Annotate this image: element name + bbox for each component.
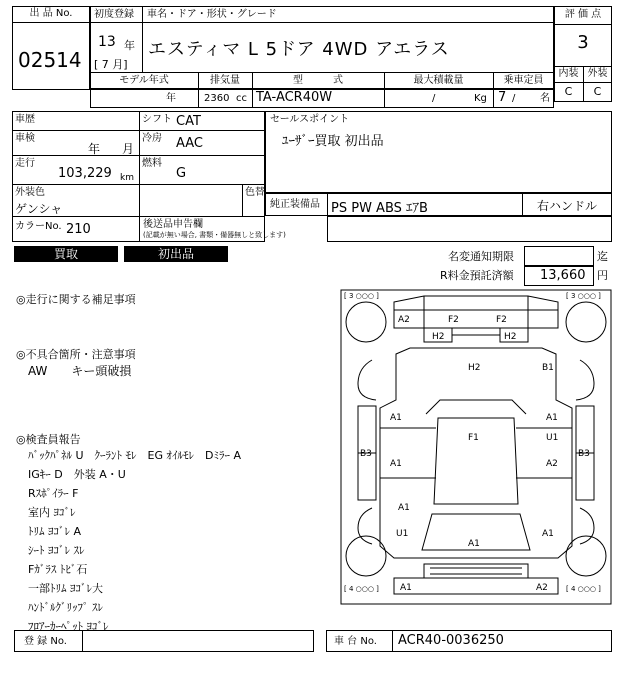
arch-front-right: [580, 508, 594, 544]
displacement-unit: cc: [236, 93, 247, 104]
tag-first-listing: 初出品: [124, 246, 228, 262]
shipping-note: (記載が無い場合, 書類・備器無しと致します): [143, 231, 286, 239]
shipping-box: [327, 216, 612, 242]
mark-u1-left: U1: [396, 529, 409, 539]
report-line: Rｽﾎﾟｲﾗｰ F: [28, 487, 79, 500]
mileage-label: 走行: [15, 158, 35, 169]
name-change-unit: 迄: [597, 250, 608, 263]
equipment-value: PS PW ABS ｴｱB: [331, 201, 428, 216]
arch-front-left: [358, 508, 372, 544]
report-line: ｼｰﾄ ﾖｺﾞﾚ ｽﾚ: [28, 544, 85, 557]
report-line: ﾊﾝﾄﾞﾙｸﾞﾘｯﾌﾟ ｽﾚ: [28, 601, 103, 614]
fuel-label: 燃料: [142, 158, 162, 169]
report-line: ﾌﾛｱｰｶｰﾍﾟｯﾄ ﾖｺﾞﾚ: [28, 620, 109, 633]
chassis-value: ACR40-0036250: [398, 633, 504, 648]
defects-heading: ◎不具合箇所・注意事項: [16, 348, 136, 361]
tag-buyback: 買取: [14, 246, 118, 262]
mark-b3-left: B3: [360, 449, 372, 459]
mark-u1-right: U1: [546, 433, 559, 443]
capacity-value: 7: [498, 90, 507, 105]
score-value: 3: [577, 32, 589, 53]
load-slash: /: [432, 93, 436, 104]
report-line: 室内 ﾖｺﾞﾚ: [28, 506, 76, 519]
corner-label-bl: [ 4 ○○○ ]: [344, 585, 379, 593]
mark-rear-f2-a: F2: [448, 315, 459, 325]
body-outline: [380, 348, 572, 558]
corner-label-tl: [ 3 ○○○ ]: [344, 292, 379, 300]
mark-roof-h2: H2: [468, 363, 481, 373]
wheel-rear-left: [346, 302, 386, 342]
load-unit: Kg: [474, 93, 487, 104]
corner-label-br: [ 4 ○○○ ]: [566, 585, 601, 593]
inspector-heading: ◎検査員報告: [16, 433, 81, 446]
shift-label: シフト: [142, 114, 172, 125]
wheel-rear-right: [566, 302, 606, 342]
chassis-label: 車 台 No.: [334, 636, 377, 647]
mark-h2-left: H2: [432, 332, 445, 342]
front-grille: [424, 564, 528, 578]
mark-a1-center: A1: [468, 539, 480, 549]
reg-year-unit: 年: [124, 39, 135, 52]
name-change-label: 名変通知期限: [448, 250, 514, 263]
interior-grade: C: [564, 85, 573, 98]
displacement-label: 排気量: [210, 75, 240, 86]
type-value: TA-ACR40W: [256, 90, 333, 105]
mark-front-a1: A1: [400, 583, 412, 593]
history-label: 車歴: [15, 114, 35, 125]
name-change-box: [524, 246, 594, 266]
equipment-label: 純正装備品: [270, 199, 320, 210]
capacity-slash: /: [512, 93, 516, 104]
mark-rear-f2-b: F2: [496, 315, 507, 325]
report-line: ﾄﾘﾑ ﾖｺﾞﾚ A: [28, 525, 82, 538]
color-no-label: カラーNo.: [15, 221, 62, 232]
color-value: ゲンシャ: [15, 202, 63, 216]
score-label: 評 価 点: [564, 9, 602, 20]
model-year-unit: 年: [166, 93, 176, 104]
defect-line: AW キー頭破損: [28, 364, 132, 378]
sales-label: セールスポイント: [270, 114, 350, 125]
ac-label: 冷房: [142, 133, 162, 144]
rear-bumper: [394, 296, 558, 328]
report-line: IGｷｰ D 外装 A・U: [28, 468, 126, 481]
lot-number: 02514: [18, 48, 82, 72]
capacity-label: 乗車定員: [503, 75, 544, 86]
corner-label-tr: [ 3 ○○○ ]: [566, 292, 601, 300]
shift-value: CAT: [176, 114, 201, 129]
mark-a1-ml: A1: [390, 459, 402, 469]
recolor-label: 色替: [245, 187, 265, 198]
inspection-year: 年: [88, 142, 101, 156]
front-bumper: [394, 578, 558, 594]
load-label: 最大積載量: [413, 75, 464, 86]
lot-label: 出 品 No.: [29, 8, 73, 19]
report-line: ﾊﾞｯｸﾊﾟﾈﾙ U ｸｰﾗﾝﾄ ﾓﾚ EG ｵｲﾙﾓﾚ Dﾐﾗｰ A: [28, 449, 242, 462]
roof-line: [426, 400, 526, 414]
ac-value: AAC: [176, 136, 203, 151]
name-label: 車名・ドア・形状・グレード: [147, 9, 277, 20]
displacement-value: 2360: [204, 93, 230, 104]
arch-rear-left: [358, 360, 376, 400]
mark-front-a2: A2: [536, 583, 548, 593]
reg-month: [ 7 月]: [94, 58, 128, 71]
mark-a1-lr: A1: [542, 529, 554, 539]
mark-b1: B1: [542, 363, 554, 373]
mark-a2-mr: A2: [546, 459, 558, 469]
exterior-grade: C: [593, 85, 602, 98]
shipping-label: 後送品申告欄: [143, 219, 203, 230]
mileage-value: 103,229: [58, 166, 112, 181]
report-line: Fｶﾞﾗｽ ﾄﾋﾞ石: [28, 563, 88, 576]
handle-value: 右ハンドル: [536, 199, 597, 213]
report-line: 一部ﾄﾘﾑ ﾖｺﾞﾚ大: [28, 582, 103, 595]
windshield-roof: [434, 418, 518, 504]
interior-label: 内装: [558, 68, 579, 79]
capacity-unit: 名: [540, 93, 550, 104]
color-label: 外装色: [15, 187, 45, 198]
mileage-unit: km: [120, 173, 134, 183]
damage-diagram: [340, 288, 612, 606]
mark-a1-ur: A1: [546, 413, 558, 423]
driving-heading: ◎走行に関する補足事項: [16, 293, 136, 306]
mark-a1-ul: A1: [390, 413, 402, 423]
car-name: エスティマ L 5ドア 4WD アエラス: [148, 39, 450, 60]
mark-rear-a2: A2: [398, 315, 410, 325]
inspection-month: 月: [122, 142, 135, 156]
mark-b3-right: B3: [578, 449, 590, 459]
reg-year: 13: [98, 34, 116, 50]
recycle-label: R料金預託済額: [440, 269, 514, 282]
exterior-label: 外装: [587, 68, 608, 79]
reg-label: 初度登録: [94, 9, 134, 20]
fuel-value: G: [176, 166, 187, 181]
recycle-value: 13,660: [540, 268, 586, 283]
model-year-label: モデル年式: [119, 75, 169, 86]
sales-text: ﾕｰｻﾞｰ買取 初出品: [282, 134, 384, 149]
color-no-value: 210: [66, 222, 91, 237]
mark-h2-right: H2: [504, 332, 517, 342]
reg-no-label: 登 録 No.: [24, 636, 67, 647]
type-label: 型 式: [293, 75, 343, 86]
arch-rear-right: [576, 360, 594, 400]
diagram-frame: [341, 290, 611, 604]
inspection-label: 車検: [15, 133, 35, 144]
recycle-unit: 円: [597, 269, 608, 282]
mark-f1: F1: [468, 433, 479, 443]
mark-a1-ll: A1: [398, 503, 410, 513]
